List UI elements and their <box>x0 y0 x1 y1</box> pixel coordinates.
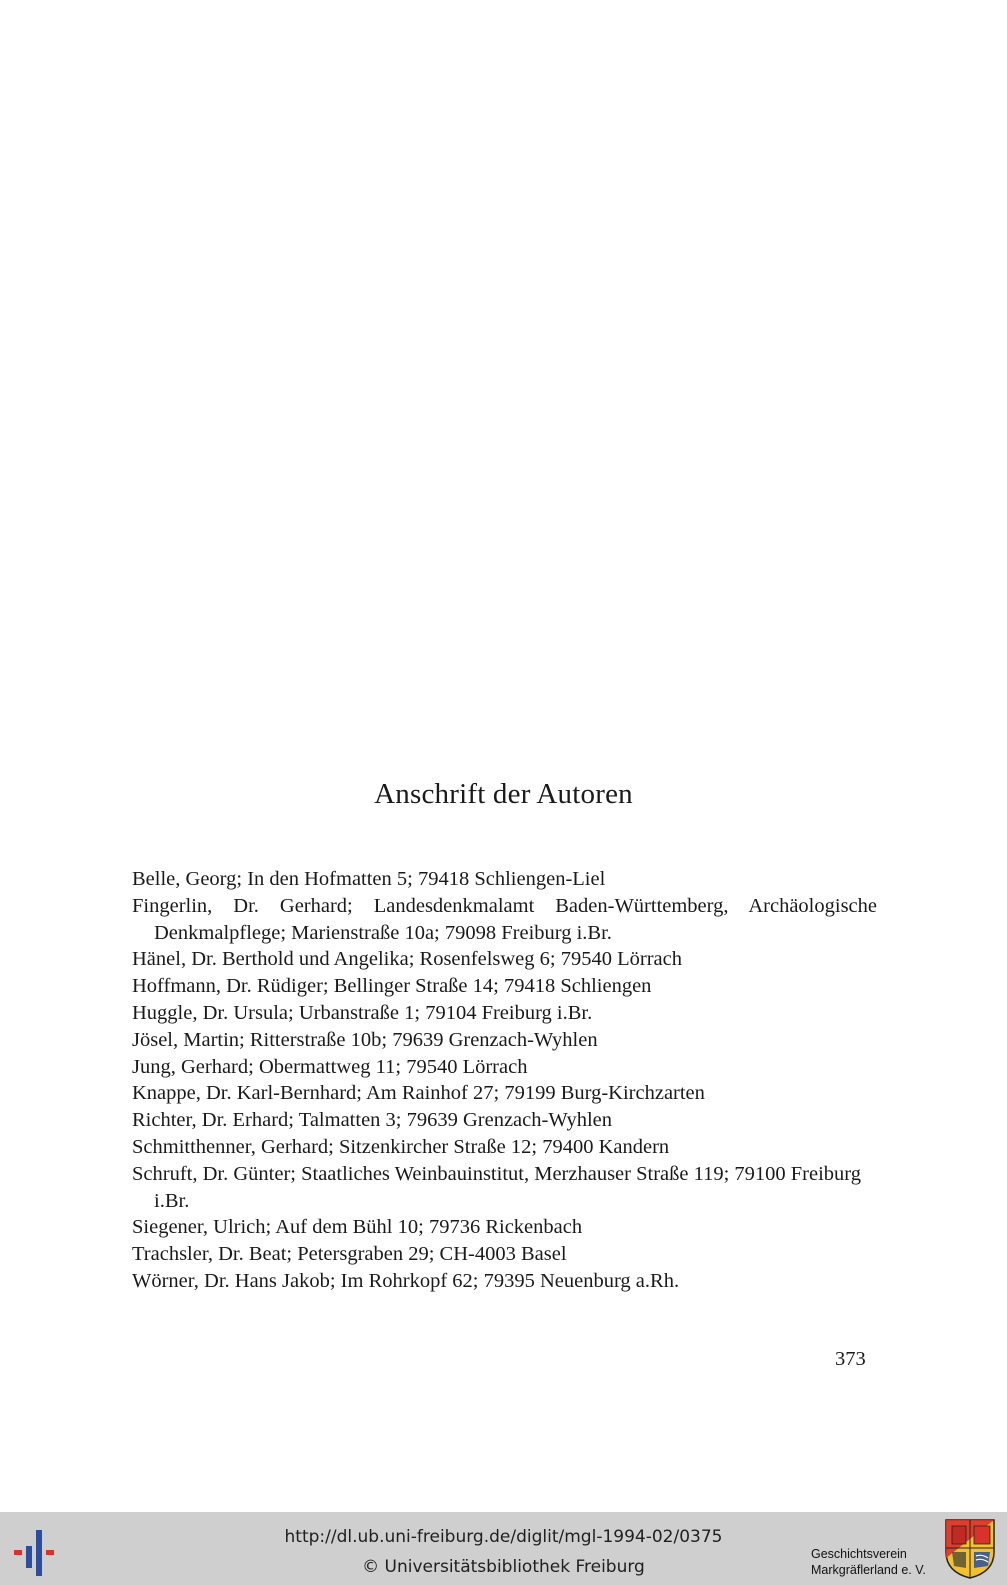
author-entry: Richter, Dr. Erhard; Talmatten 3; 79639 Grenzach-Wyhlen <box>132 1109 612 1132</box>
footer-bar <box>0 1512 1007 1585</box>
author-entry: Huggle, Dr. Ursula; Urbanstraße 1; 79104 Freiburg i.Br. <box>132 1001 593 1024</box>
page-title: Anschrift der Autoren <box>374 778 633 810</box>
author-address-list <box>132 866 877 1295</box>
author-entry: Schruft, Dr. Günter; Staatliches Weinbauinstitut, Merzhauser Straße 119; 79100 Freiburg i.Br. <box>132 1162 862 1212</box>
author-entry: Jung, Gerhard; Obermattweg 11; 79540 Lörrach <box>132 1055 528 1078</box>
permalink-url[interactable]: http://dl.ub.uni-freiburg.de/diglit/mgl-1994-02/0375 <box>284 1527 723 1547</box>
author-entry: Jösel, Martin; Ritterstraße 10b; 79639 Grenzach-Wyhlen <box>132 1028 598 1051</box>
author-entry: Wörner, Dr. Hans Jakob; Im Rohrkopf 62; 79395 Neuenburg a.Rh. <box>132 1269 680 1292</box>
author-entry: Trachsler, Dr. Beat; Petersgraben 29; CH-4003 Basel <box>132 1243 567 1266</box>
copyright-notice: © Universitätsbibliothek Freiburg <box>362 1557 645 1577</box>
author-entry: Hänel, Dr. Berthold und Angelika; Rosenfelsweg 6; 79540 Lörrach <box>132 948 682 971</box>
author-entry: Knappe, Dr. Karl-Bernhard; Am Rainhof 27; 79199 Burg-Kirchzarten <box>132 1082 705 1105</box>
author-entry: Belle, Georg; In den Hofmatten 5; 79418 Schliengen-Liel <box>132 868 606 890</box>
page-number: 373 <box>835 1348 866 1370</box>
society-name-line-1: Geschichtsverein <box>811 1547 907 1561</box>
author-entry: Schmitthenner, Gerhard; Sitzenkircher Straße 12; 79400 Kandern <box>132 1135 670 1158</box>
society-name <box>811 1546 926 1578</box>
society-name-line-2: Markgräflerland e. V. <box>811 1563 926 1577</box>
author-entry: Hoffmann, Dr. Rüdiger; Bellinger Straße 14; 79418 Schliengen <box>132 975 652 998</box>
author-entry: Fingerlin, Dr. Gerhard; Landesdenkmalamt Baden-Württemberg, Archäologische Denkmalpflege; Marienstraße 10a; 79098 Freiburg i.Br. <box>132 894 877 944</box>
author-entry: Siegener, Ulrich; Auf dem Bühl 10; 79736 Rickenbach <box>132 1216 583 1239</box>
coat-of-arms-icon <box>944 1518 996 1580</box>
